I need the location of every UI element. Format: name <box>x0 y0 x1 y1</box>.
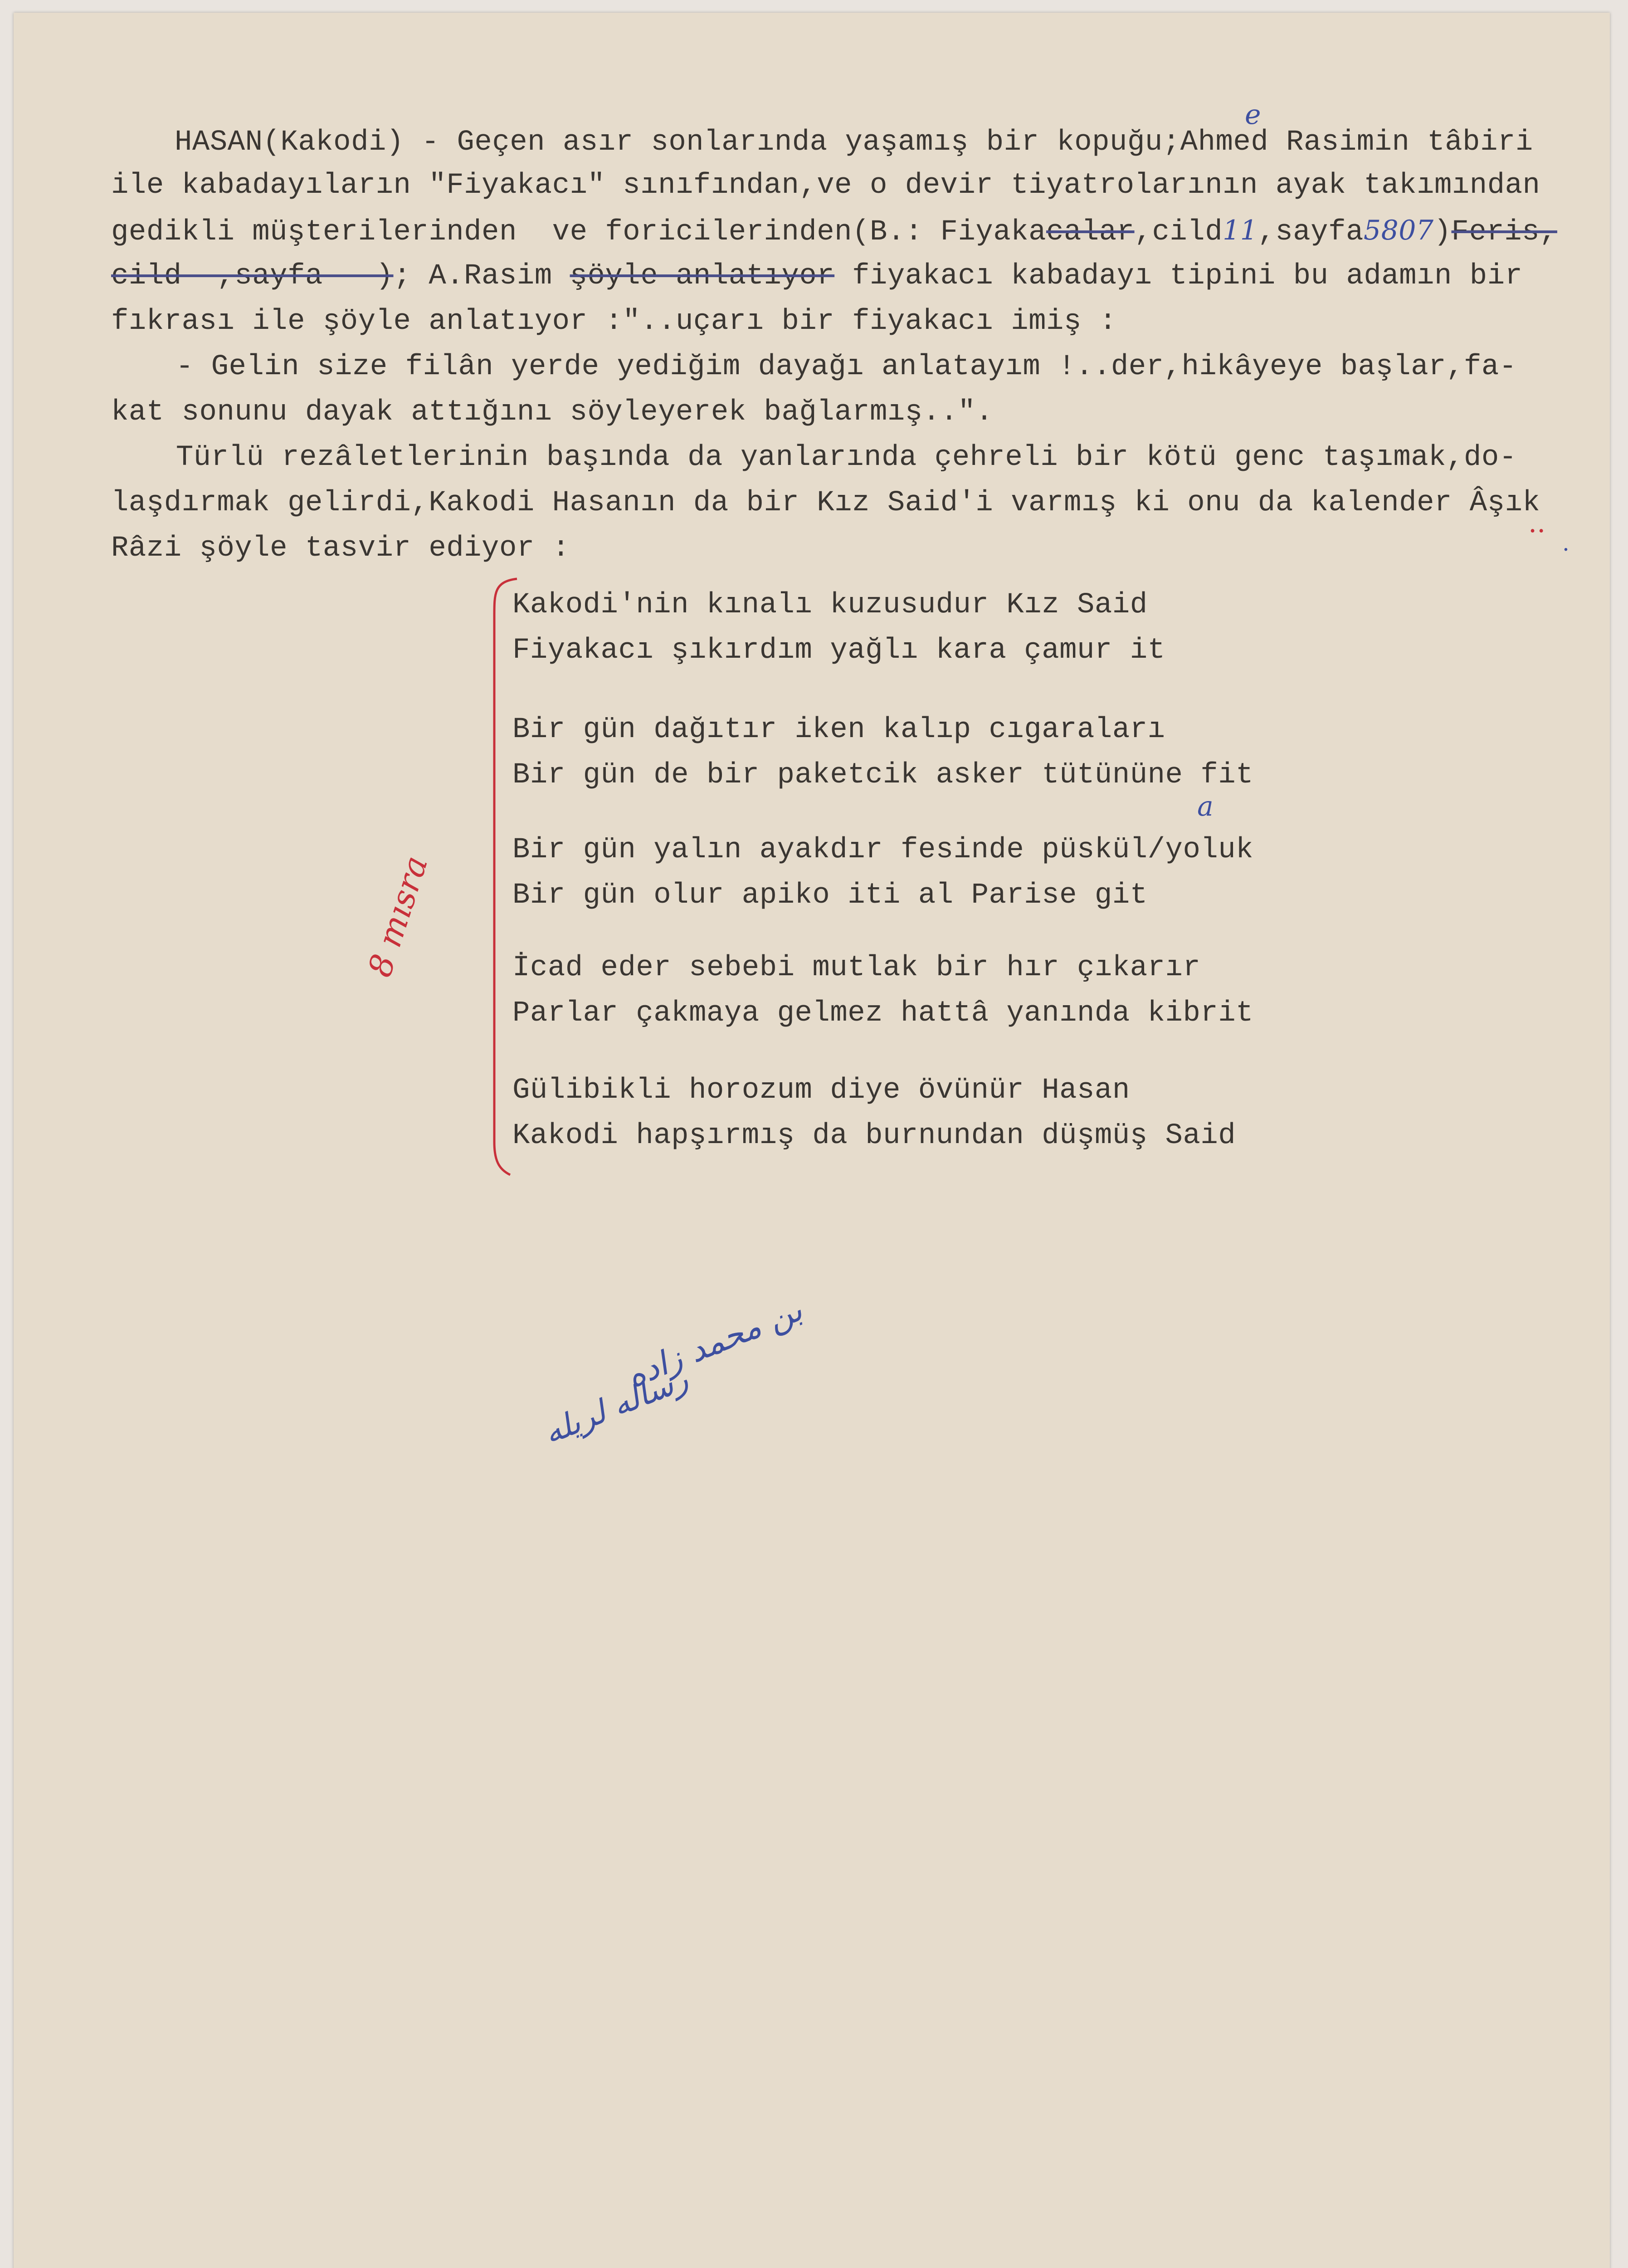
poem-line-2: Fiyakacı şıkırdım yağlı kara çamur it <box>512 634 1165 667</box>
handwritten-note-line-1: بن محمد زاده <box>621 1290 808 1395</box>
prose-line-3 <box>111 215 1557 249</box>
prose-line-6: - Gelin size filân yerde yediğim dayağı anlatayım !..der,hikâyeye başlar,fa- <box>141 351 1517 383</box>
struck-text-1: calar <box>1046 216 1135 249</box>
prose-line-8: Türlü rezâletlerinin başında da yanlarında çehreli bir kötü genc taşımak,do- <box>141 441 1517 474</box>
poem-line-10: Kakodi hapşırmış da burnundan düşmüş Said <box>512 1119 1236 1152</box>
poem-line-6: Bir gün olur apiko iti al Parise git <box>512 879 1148 912</box>
margin-note-red: 8 mısra <box>360 851 435 982</box>
poem-line-8: Parlar çakmaya gelmez hattâ yanında kibrit <box>512 997 1254 1030</box>
prose-line-7: kat sonunu dayak attığını söyleyerek bağlarmış..". <box>111 396 994 429</box>
handwritten-volume: 11 <box>1223 215 1258 246</box>
poem-line-7: İcad eder sebebi mutlak bir hır çıkarır <box>512 952 1201 984</box>
prose-line-1: HASAN(Kakodi) - Geçen asır sonlarında yaşamış bir kopuğu;Ahmed Rasimin tâbiri <box>175 126 1533 159</box>
poem-line-5: Bir gün yalın ayakdır fesinde püskül/yoluk <box>512 834 1254 866</box>
corner-mark: . <box>1562 530 1570 556</box>
poem-line-3: Bir gün dağıtır iken kalıp cıgaraları <box>512 714 1165 746</box>
prose-line-9: laşdırmak gelirdi,Kakodi Hasanın da bir Kız Said'i varmış ki onu da kalender Âşık <box>111 487 1540 519</box>
prose-line-2: ile kabadayıların "Fiyakacı" sınıfından,ve o devir tiyatrolarının ayak takımından <box>111 169 1540 202</box>
correction-superscript-a: a <box>1197 791 1214 822</box>
prose-line-5: fıkrası ile şöyle anlatıyor :"..uçarı bir fiyakacı imiş : <box>111 305 1117 338</box>
prose-line-3-d: ) <box>1433 216 1452 249</box>
handwritten-page: 5807 <box>1363 215 1434 246</box>
red-dots-mark: .. <box>1528 507 1546 539</box>
prose-line-3-c: ,sayfa <box>1258 216 1364 249</box>
prose-line-3-b: ,cild <box>1134 216 1223 249</box>
struck-text-2: Feris, <box>1451 216 1557 249</box>
correction-superscript-e: e <box>1245 99 1261 131</box>
prose-line-3-a: gedikli müşterilerinden ve foricilerinden(B.: Fiyaka <box>111 216 1047 249</box>
poem-line-9: Gülibikli horozum diye övünür Hasan <box>512 1074 1130 1107</box>
poem-line-1: Kakodi'nin kınalı kuzusudur Kız Said <box>512 589 1148 621</box>
handwritten-note-line-2: رساله لریله <box>538 1360 693 1452</box>
document-page <box>14 13 1610 2268</box>
struck-text-4: şöyle anlatıyor <box>570 260 835 293</box>
prose-line-4-b: fiyakacı kabadayı tipini bu adamın bir <box>834 260 1523 293</box>
struck-text-3: cild ,sayfa ) <box>111 260 394 293</box>
poem-line-4: Bir gün de bir paketcik asker tütününe fit <box>512 759 1254 792</box>
prose-line-4-a: ; A.Rasim <box>393 260 570 293</box>
prose-line-10: Râzi şöyle tasvir ediyor : <box>111 532 570 565</box>
prose-line-4 <box>111 260 1523 293</box>
